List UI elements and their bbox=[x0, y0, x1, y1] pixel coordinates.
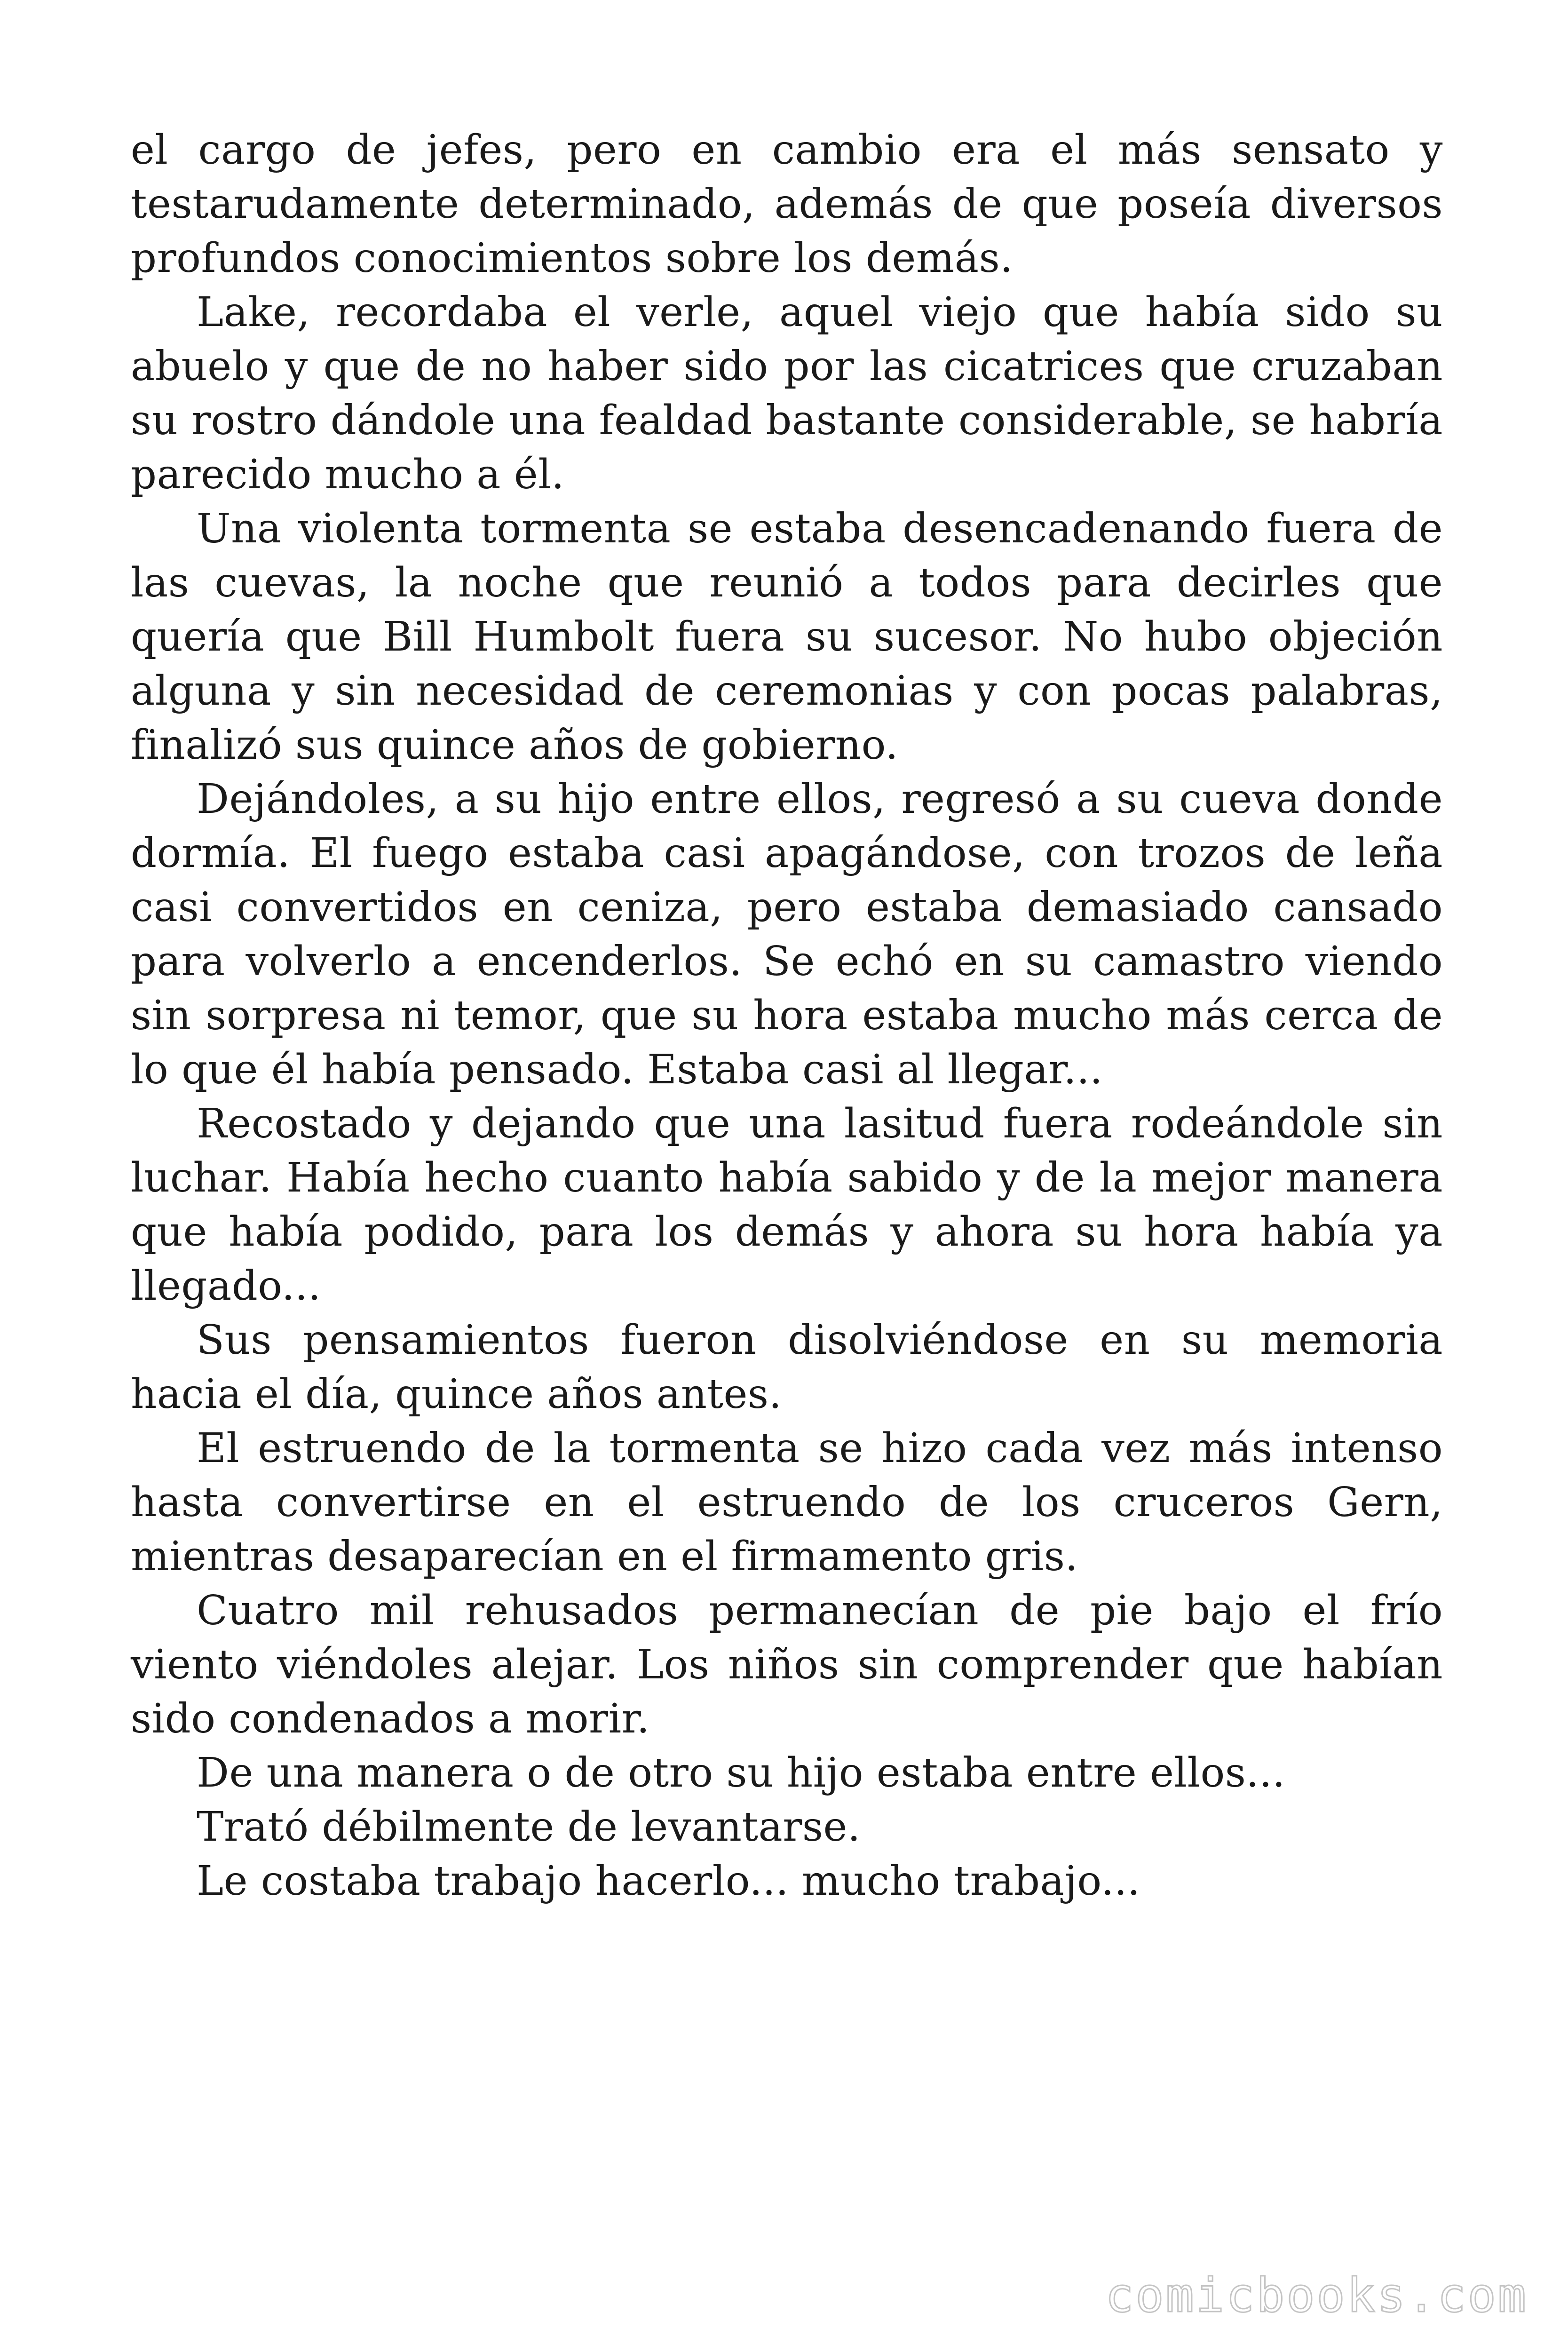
paragraph: Trató débilmente de levantarse. bbox=[197, 1804, 861, 1851]
paragraph: Una violenta tormenta se estaba desencadenando fuera de las cuevas, la noche que reunió a todos para decirles que quería que Bill Humbolt fuera su sucesor. No hubo objeción alguna y sin necesidad de ceremonias y con pocas palabras, finalizó sus quince años de gobierno. bbox=[131, 505, 1443, 769]
paragraph: Sus pensamientos fueron disolviéndose en su memoria hacia el día, quince años antes. bbox=[131, 1317, 1443, 1418]
paragraph: Le costaba trabajo hacerlo... mucho trabajo... bbox=[197, 1858, 1140, 1905]
paragraph: Cuatro mil rehusados permanecían de pie bajo el frío viento viéndoles alejar. Los niños sin comprender que habían sido condenados a morir. bbox=[131, 1587, 1443, 1742]
paragraph: Dejándoles, a su hijo entre ellos, regresó a su cueva donde dormía. El fuego estaba casi apagándose, con trozos de leña casi convertidos en ceniza, pero estaba demasiado cansado para volverlo a encenderlos. Se echó en su camastro viendo sin sorpresa ni temor, que su hora estaba mucho más cerca de lo que él había pensado. Estaba casi al llegar... bbox=[131, 776, 1443, 1093]
page-body bbox=[131, 123, 1443, 1908]
paragraph: De una manera o de otro su hijo estaba entre ellos... bbox=[197, 1749, 1285, 1796]
paragraph: Recostado y dejando que una lasitud fuera rodeándole sin luchar. Había hecho cuanto había sabido y de la mejor manera que había podido, para los demás y ahora su hora había ya llegado... bbox=[131, 1100, 1443, 1310]
paragraph: El estruendo de la tormenta se hizo cada vez más intenso hasta convertirse en el estruendo de los cruceros Gern, mientras desaparecían en el firmamento gris. bbox=[131, 1425, 1443, 1580]
paragraph: Lake, recordaba el verle, aquel viejo que había sido su abuelo y que de no haber sido por las cicatrices que cruzaban su rostro dándole una fealdad bastante considerable, se habría parecido mucho a él. bbox=[131, 289, 1443, 498]
watermark-text: comicbooks.com bbox=[1105, 2268, 1528, 2323]
paragraph: el cargo de jefes, pero en cambio era el más sensato y testarudamente determinado, además de que poseía diversos profundos conocimientos sobre los demás. bbox=[131, 127, 1443, 282]
